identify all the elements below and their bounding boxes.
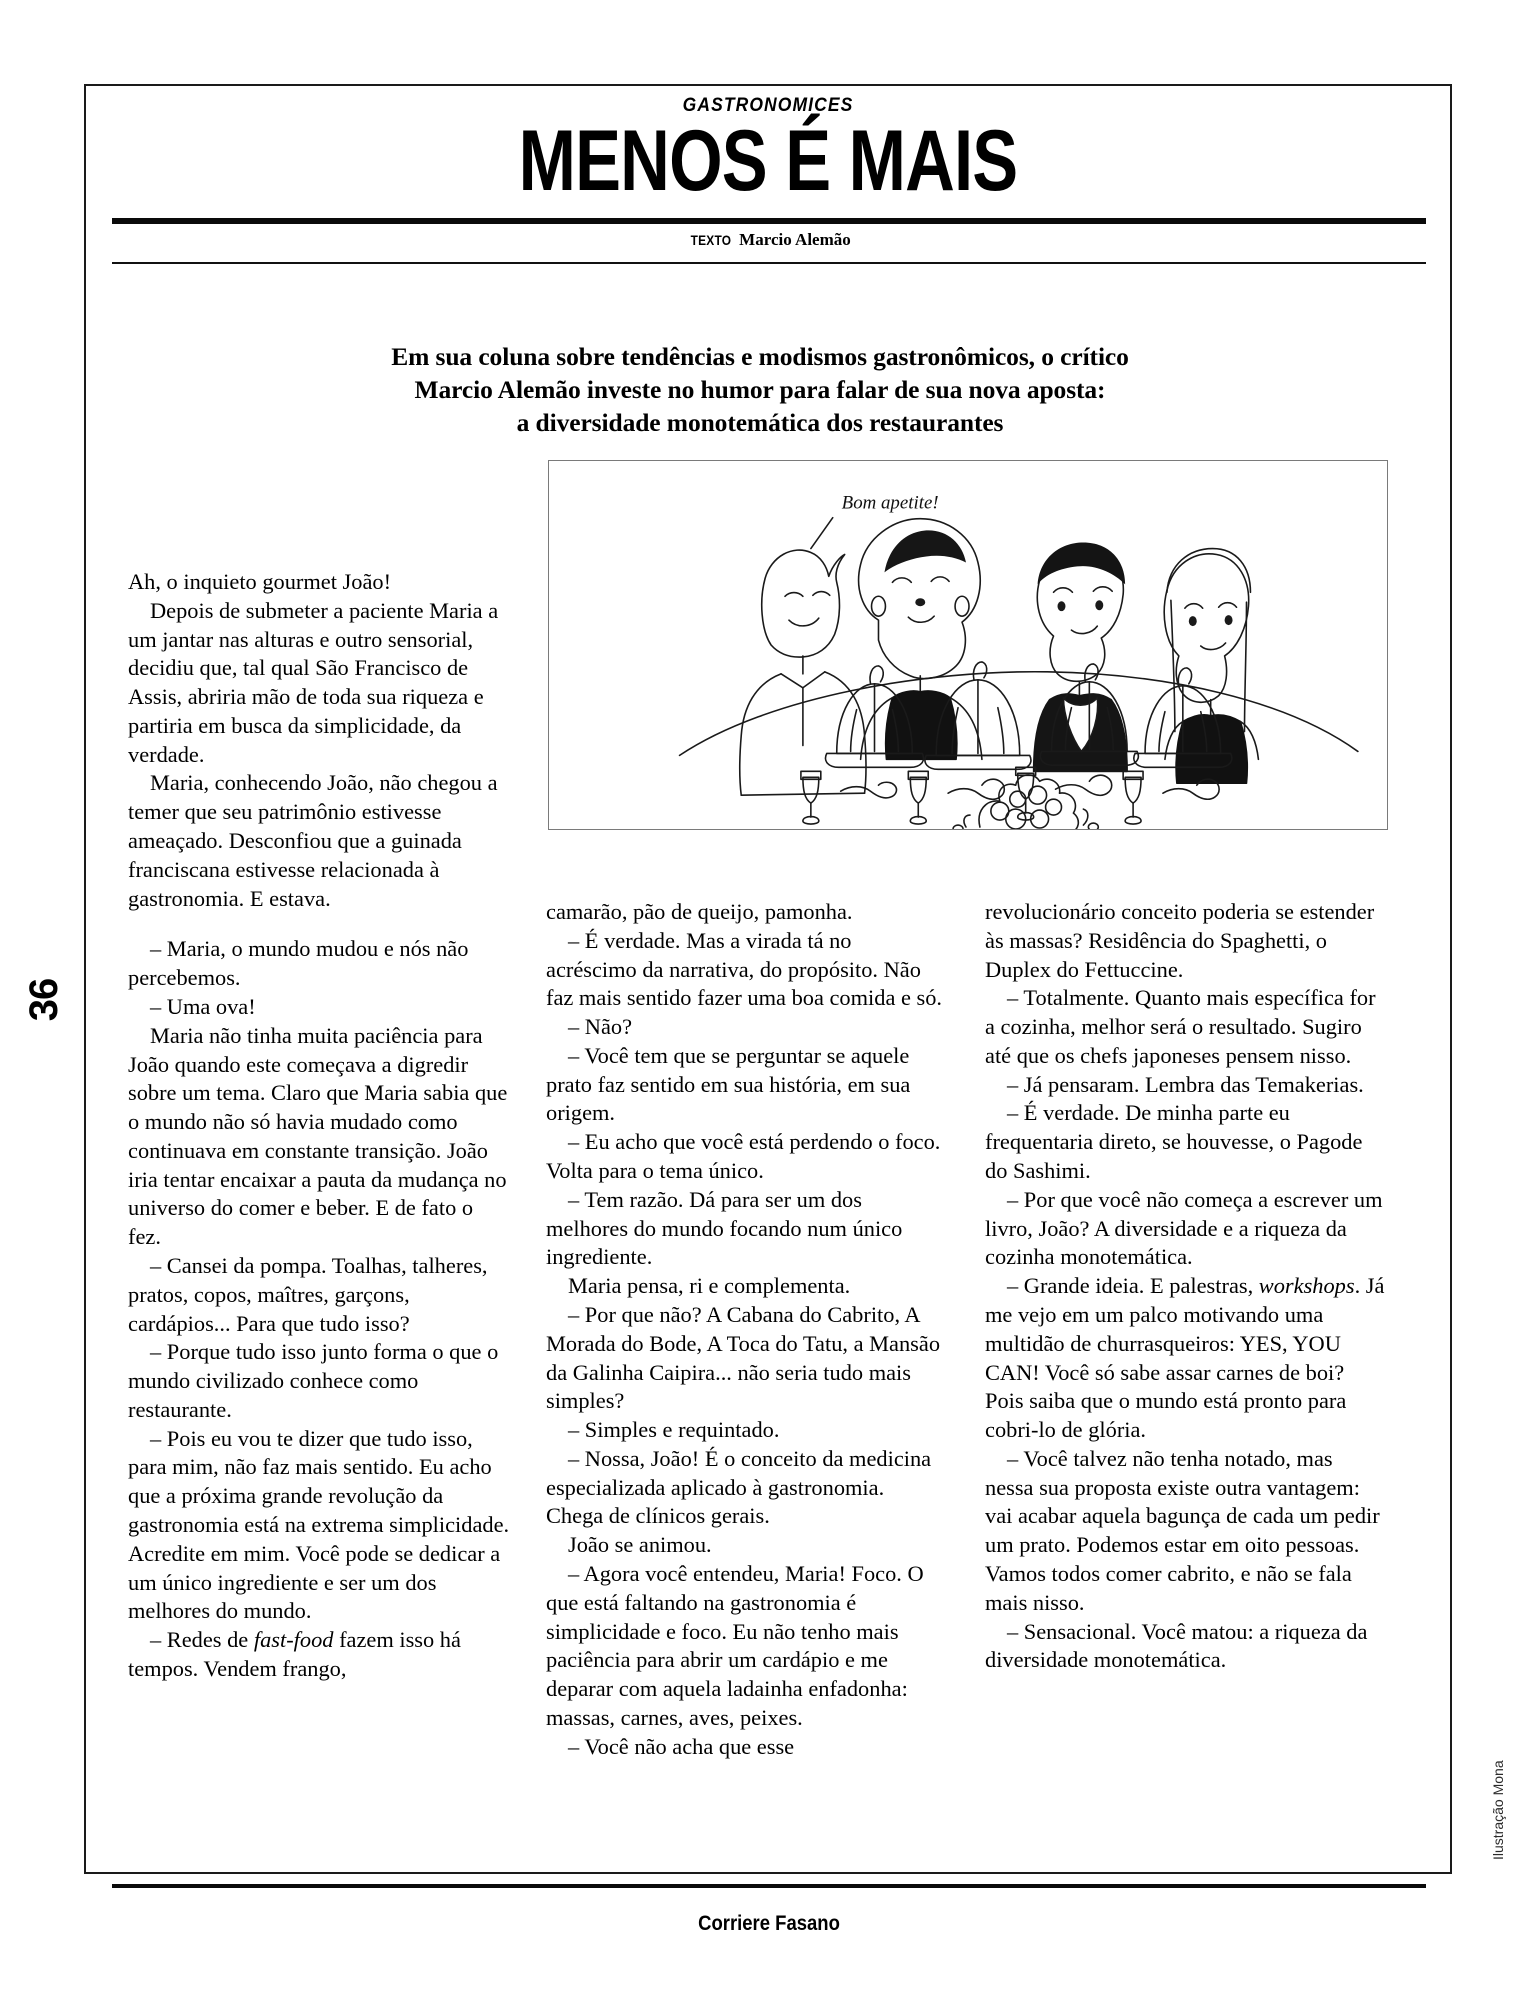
- paragraph: – É verdade. Mas a virada tá no acréscimo da narrativa, do propósito. Não faz mais sentido fazer uma boa comida e só.: [546, 927, 943, 1011]
- paragraph: – Redes de fast-food fazem isso há tempos. Vendem frango,: [128, 1627, 461, 1681]
- paragraph: Maria não tinha muita paciência para João quando este começava a digredir sobre um tema. Claro que Maria sabia que o mundo não só havia mudado como continuava em constante transição. João iria tentar encaixar a pauta da mudança no universo do comer e beber. E de fato o fez.: [128, 1022, 508, 1250]
- paragraph: – Você talvez não tenha notado, mas nessa sua proposta existe outra vantagem: vai acabar aquela bagunça de cada um pedir um prato. Podemos estar em oito pessoas. Vamos todos comer cabrito, e não se fala mais nisso.: [985, 1445, 1380, 1615]
- paragraph: revolucionário conceito poderia se estender às massas? Residência do Spaghetti, o Duplex do Fettuccine.: [985, 899, 1375, 982]
- paragraph: – Tem razão. Dá para ser um dos melhores do mundo focando num único ingrediente.: [546, 1186, 903, 1270]
- article-deck: [250, 340, 1270, 439]
- paragraph: – É verdade. De minha parte eu frequentaria direto, se houvesse, o Pagode do Sashimi.: [985, 1100, 1363, 1184]
- paragraph: – Nossa, João! É o conceito da medicina especializada aplicado à gastronomia. Chega de clínicos gerais.: [546, 1445, 932, 1529]
- section-kicker: GASTRONOMICES: [682, 95, 854, 116]
- paragraph: – Você tem que se perguntar se aquele prato faz sentido em sua história, em sua origem.: [546, 1042, 911, 1126]
- paragraph: camarão, pão de queijo, pamonha.: [546, 899, 853, 924]
- paragraph: – Pois eu vou te dizer que tudo isso, para mim, não faz mais sentido. Eu acho que a próxima grande revolução da gastronomia está na extrema simplicidade. Acredite em mim. Você pode se dedicar a um único ingrediente e ser um dos melhores do mundo.: [128, 1425, 510, 1624]
- paragraph: Maria pensa, ri e complementa.: [568, 1273, 851, 1299]
- paragraph: – Porque tudo isso junto forma o que o mundo civilizado conhece como restaurante.: [128, 1339, 499, 1422]
- byline-label: TEXTO: [690, 232, 732, 248]
- paragraph: – Simples e requintado.: [568, 1417, 780, 1443]
- paragraph: – Totalmente. Quanto mais específica for a cozinha, melhor será o resultado. Sugiro até que os chefs japoneses pensem nisso.: [985, 985, 1376, 1068]
- deck-line-2: Marcio Alemão investe no humor para falar de sua nova aposta:: [414, 375, 1106, 405]
- paragraph: – Por que não? A Cabana do Cabrito, A Morada do Bode, A Toca do Tatu, a Mansão da Galinha Caipira... não seria tudo mais simples?: [546, 1301, 941, 1414]
- paragraph: João se animou.: [568, 1532, 712, 1558]
- rule-under-headline: [112, 218, 1426, 224]
- byline-author: Marcio Alemão: [739, 230, 851, 249]
- rule-under-byline: [112, 262, 1426, 264]
- paragraph: Ah, o inquieto gourmet João!: [128, 569, 392, 594]
- paragraph: – Sensacional. Você matou: a riqueza da diversidade monotemática.: [985, 1618, 1368, 1673]
- paragraph: – Agora você entendeu, Maria! Foco. O que está faltando na gastronomia é simplicidade e foco. Eu não tenho mais paciência para abrir um cardápio e me deparar com aquela ladainha enfadonha: massas, carnes, aves, peixes.: [546, 1560, 924, 1730]
- article-illustration: [548, 460, 1388, 830]
- paragraph: – Cansei da pompa. Toalhas, talheres, pratos, copos, maîtres, garçons, cardápios... Para que tudo isso?: [128, 1252, 488, 1336]
- paragraph: – Já pensaram. Lembra das Temakerias.: [1007, 1071, 1364, 1097]
- illustration-credit: Ilustração Mona: [1490, 1760, 1506, 1860]
- footer-publication-logo: Corriere Fasano: [698, 1912, 840, 1935]
- deck-line-1: Em sua coluna sobre tendências e modismos gastronômicos, o crítico: [391, 342, 1129, 371]
- masthead: [120, 95, 1416, 209]
- paragraph: – Por que você não começa a escrever um livro, João? A diversidade e a riqueza da cozinha monotemática.: [985, 1186, 1383, 1270]
- paragraph: – Você não acha que esse: [568, 1733, 795, 1759]
- paragraph: Depois de submeter a paciente Maria a um jantar nas alturas e outro sensorial, decidiu que, tal qual São Francisco de Assis, abriria mão de toda sua riqueza e partiria em busca da simplicidade, da verdade.: [128, 597, 499, 767]
- paragraph: – Grande ideia. E palestras, workshops. Já me vejo em um palco motivando uma multidão de churrasqueiros: YES, YOU CAN! Você só sabe assar carnes de boi? Pois saiba que o mundo está pronto para cobri-lo de glória.: [985, 1273, 1385, 1443]
- paragraph: Maria, conhecendo João, não chegou a temer que seu patrimônio estivesse ameaçado. Desconfiou que a guinada franciscana estivesse relacionada à gastronomia. E estava.: [128, 770, 498, 911]
- byline: [112, 230, 1426, 250]
- deck-line-3: a diversidade monotemática dos restaurantes: [516, 408, 1004, 438]
- paragraph: – Não?: [568, 1014, 633, 1040]
- body-column-2: [546, 898, 946, 1761]
- footer-rule: [112, 1884, 1426, 1888]
- speech-bubble-text: Bom apetite!: [841, 492, 939, 514]
- page-number: 36: [21, 978, 66, 1022]
- page-title: MENOS É MAIS: [518, 113, 1018, 209]
- paragraph: – Maria, o mundo mudou e nós não percebemos.: [128, 936, 469, 991]
- paragraph: – Eu acho que você está perdendo o foco. Volta para o tema único.: [546, 1129, 941, 1184]
- body-column-3: [985, 898, 1385, 1675]
- body-column-1: [128, 568, 510, 1684]
- paragraph: – Uma ova!: [150, 993, 256, 1019]
